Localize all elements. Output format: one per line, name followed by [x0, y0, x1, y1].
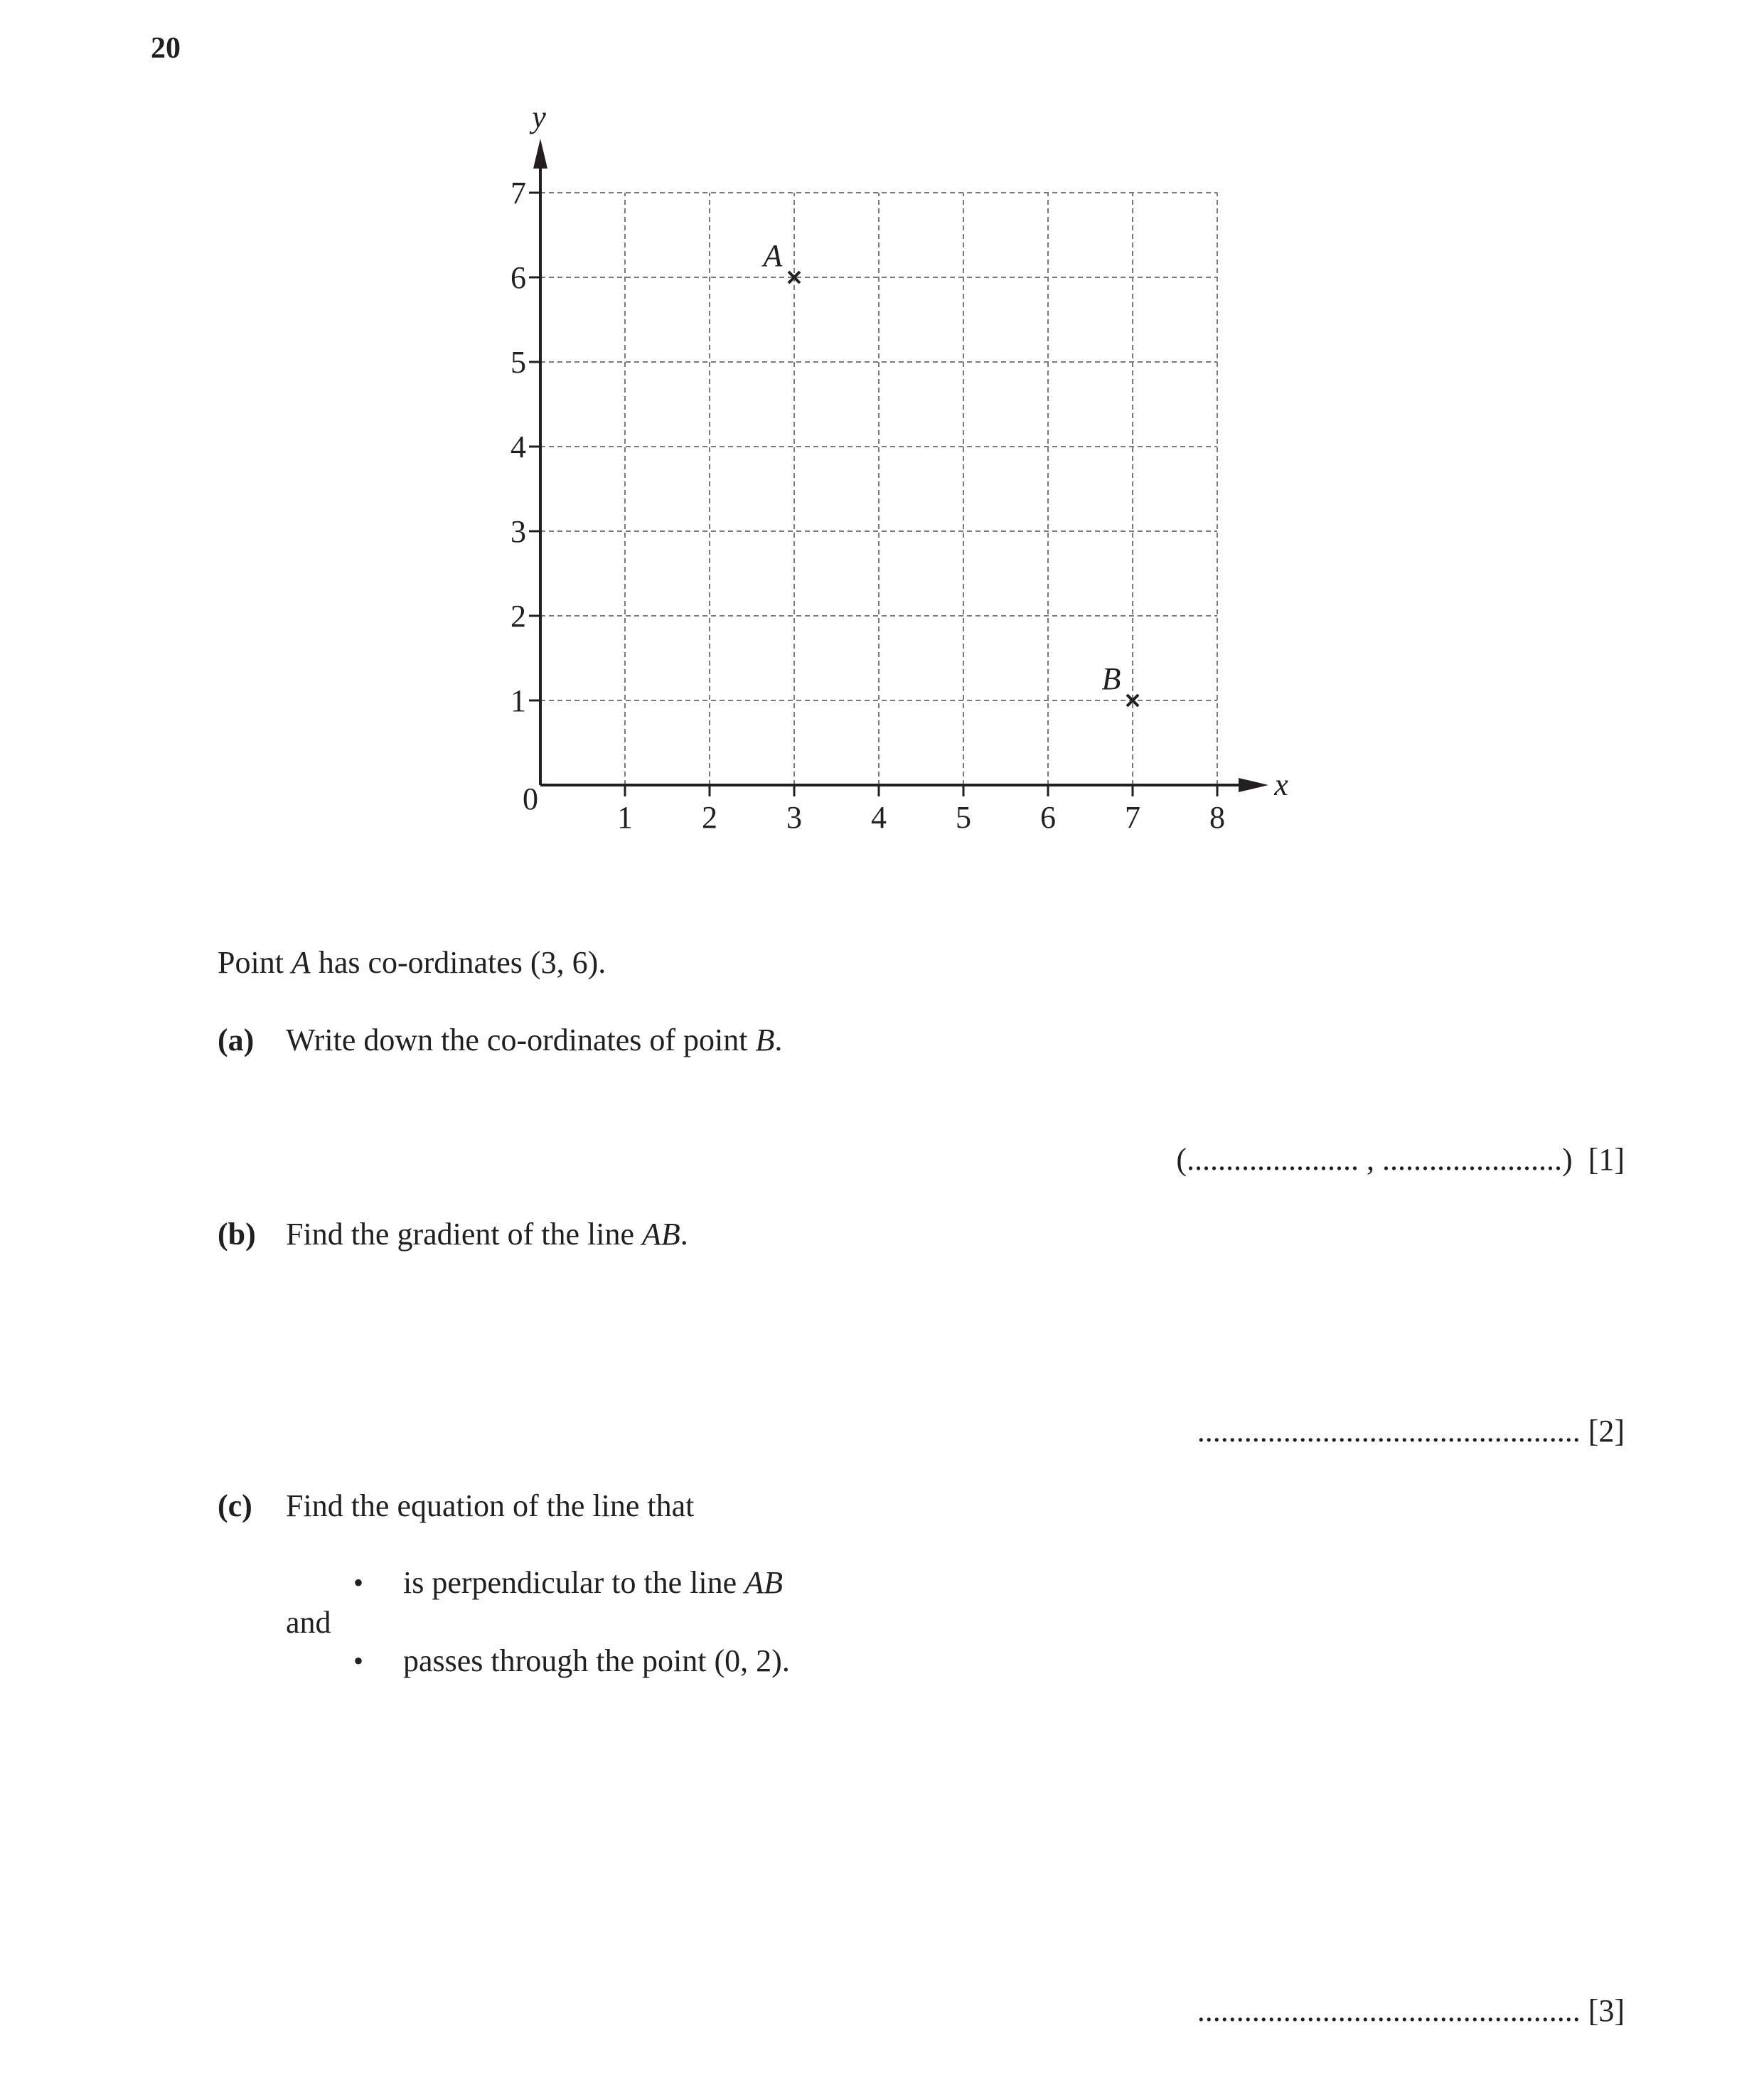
x-axis-arrow-icon	[1239, 778, 1268, 792]
part-b-marks: [2]	[1588, 1414, 1625, 1449]
x-tick-label: 7	[1125, 800, 1140, 835]
part-c-bullet-1: is perpendicular to the line AB	[403, 1565, 783, 1600]
point-label: A	[763, 238, 783, 273]
coordinate-grid	[0, 0, 1764, 889]
bullet-2-icon: •	[353, 1645, 364, 1677]
part-b-answer-line[interactable]: .................................................	[1197, 1414, 1581, 1449]
data-points	[761, 238, 1138, 706]
part-b-answer	[1197, 1413, 1625, 1449]
part-a-answer-line[interactable]: (...................... , .......................)	[1176, 1142, 1573, 1177]
part-a-marks: [1]	[1588, 1142, 1625, 1177]
part-c-answer	[1197, 1993, 1625, 2029]
grid-lines	[540, 193, 1217, 785]
part-c-answer-line[interactable]: .................................................	[1197, 1993, 1581, 2028]
point-label: B	[1101, 661, 1121, 696]
y-tick-label: 7	[511, 176, 526, 210]
y-tick-label: 4	[511, 430, 526, 464]
x-tick-label: 2	[702, 800, 717, 835]
x-tick-label: 1	[617, 800, 633, 835]
part-c-label: (c)	[218, 1488, 252, 1523]
x-tick-label: 4	[871, 800, 887, 835]
y-tick-label: 3	[511, 514, 526, 549]
part-b-text: Find the gradient of the line AB.	[286, 1217, 688, 1252]
y-tick-label: 6	[511, 260, 526, 295]
bullet-1-icon: •	[353, 1567, 364, 1599]
y-axis-arrow-icon	[533, 139, 547, 169]
part-c-bullet-2: passes through the point (0, 2).	[403, 1643, 790, 1678]
part-a-answer	[1176, 1141, 1625, 1178]
part-c-text: Find the equation of the line that	[286, 1488, 695, 1523]
y-tick-label: 2	[511, 599, 526, 634]
x-tick-label: 8	[1209, 800, 1225, 835]
part-a-label: (a)	[218, 1023, 255, 1057]
part-a-text: Write down the co-ordinates of point B.	[286, 1023, 783, 1057]
y-tick-label: 5	[511, 345, 526, 380]
x-tick-label: 6	[1040, 800, 1056, 835]
part-b-label: (b)	[218, 1217, 256, 1252]
x-axis-label: x	[1274, 767, 1288, 802]
question-number: 20	[151, 32, 181, 65]
y-axis-label: y	[532, 100, 546, 134]
question-intro: Point A has co-ordinates (3, 6).	[218, 945, 606, 980]
origin-label: 0	[523, 782, 538, 816]
part-c-connector: and	[286, 1605, 331, 1640]
axes	[523, 100, 1288, 816]
part-c-marks: [3]	[1588, 1993, 1625, 2028]
x-tick-label: 5	[956, 800, 971, 835]
y-tick-label: 1	[511, 683, 526, 718]
axis-ticks	[511, 176, 1225, 835]
x-tick-label: 3	[786, 800, 802, 835]
